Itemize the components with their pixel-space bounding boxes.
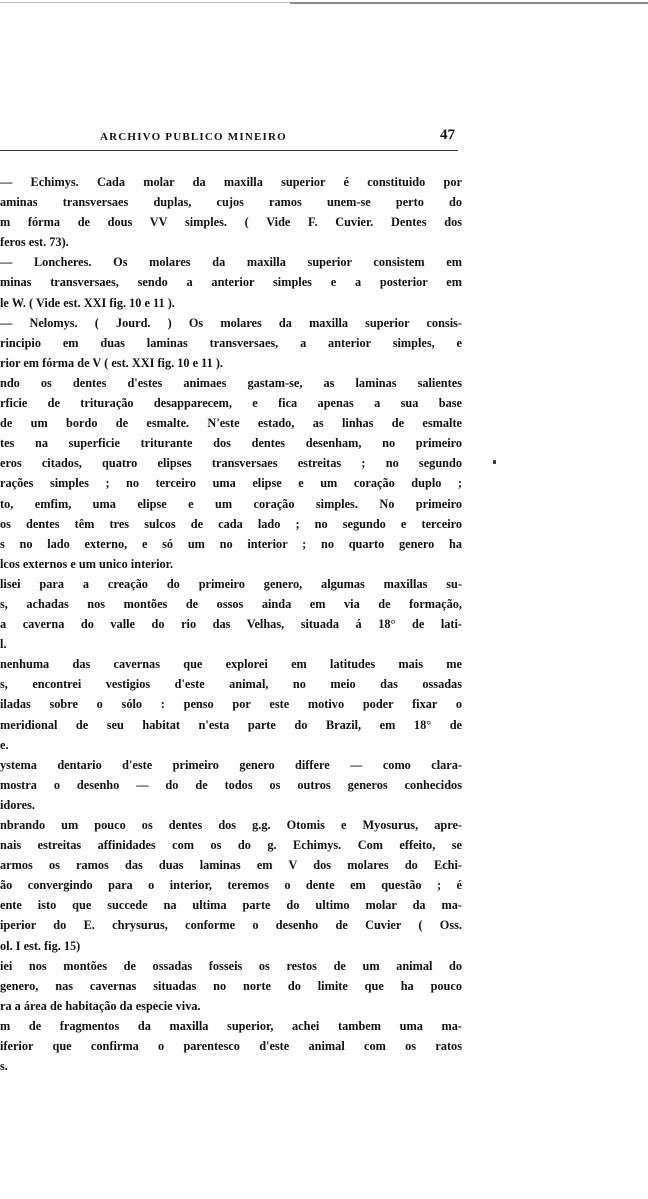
- text-line: iei nos montões de ossadas fosseis os restos de um animal do: [0, 958, 462, 973]
- text-line: s, encontrei vestigios d'este animal, no meio das ossadas: [0, 677, 462, 692]
- text-line: m de fragmentos da maxilla superior, achei tambem uma ma-: [0, 1018, 462, 1033]
- text-line: nais estreitas affinidades com os do g. Echimys. Com effeito, se: [0, 838, 462, 853]
- text-line: rações simples ; no terceiro uma elipse e um coração duplo ;: [0, 476, 462, 491]
- text-line: minas transversaes, sendo a anterior simples e a posterior em: [0, 275, 462, 290]
- text-line: feros est. 73).: [0, 235, 69, 250]
- text-line: nbrando um pouco os dentes dos g.g. Otomis e Myosurus, apre-: [0, 818, 462, 832]
- text-line: nenhuma das cavernas que explorei em latitudes mais me: [0, 657, 462, 672]
- text-line: ndo os dentes d'estes animaes gastam-se, as laminas salientes: [0, 375, 462, 390]
- text-line: os dentes têm tres sulcos de cada lado ; no segundo e terceiro: [0, 516, 462, 531]
- text-line: s.: [0, 1059, 8, 1074]
- text-line: ente isto que succede na ultima parte do ultimo molar da ma-: [0, 898, 462, 913]
- text-line: iladas sobre o sólo : penso por este motivo poder fixar o: [0, 697, 462, 712]
- text-line: mostra o desenho — do de todos os outros generos conhecidos: [0, 777, 462, 792]
- stray-ink-mark: [493, 460, 496, 464]
- text-line: idores.: [0, 797, 35, 812]
- text-line: ol. I est. fig. 15): [0, 938, 81, 953]
- text-line: tes na superficie triturante dos dentes desenham, no primeiro: [0, 436, 462, 451]
- text-line: to, emfim, uma elipse e um coração simples. No primeiro: [0, 496, 462, 511]
- running-head: ARCHIVO PUBLICO MINEIRO: [100, 131, 287, 143]
- text-line: ystema dentario d'este primeiro genero differe — como clara-: [0, 757, 462, 772]
- text-line: eros citados, quatro elipses transversaes estreitas ; no segundo: [0, 456, 462, 471]
- text-line: iferior que confirma o parentesco d'este animal com os ratos: [0, 1039, 462, 1054]
- text-line: — Echimys. Cada molar da maxilla superior é constituido por: [0, 175, 462, 189]
- header-rule: [0, 150, 458, 151]
- text-line: m fórma de dous VV simples. ( Vide F. Cuvier. Dentes dos: [0, 215, 462, 230]
- text-line: — Nelomys. ( Jourd. ) Os molares da maxilla superior consis-: [0, 315, 462, 330]
- text-line: e.: [0, 737, 9, 752]
- page-number: 47: [440, 127, 455, 143]
- page-top-edge-dark: [290, 2, 648, 4]
- text-line: ão convergindo para o interior, teremos o dente em questão ; é: [0, 878, 462, 893]
- text-line: le W. ( Vide est. XXI fig. 10 e 11 ).: [0, 295, 175, 310]
- text-line: l.: [0, 637, 7, 652]
- text-line: lcos externos e um unico interior.: [0, 556, 174, 571]
- text-line: rior em fórma de V ( est. XXI fig. 10 e 11 ).: [0, 355, 224, 370]
- text-line: de um bordo de esmalte. N'este estado, as linhas de esmalte: [0, 416, 462, 431]
- page-header: [0, 127, 460, 147]
- text-line: rincipio em duas laminas transversaes, a anterior simples, e: [0, 335, 462, 350]
- text-line: s, achadas nos montões de ossos ainda em via de formação,: [0, 596, 462, 611]
- text-line: genero, nas cavernas situadas no norte do limite que ha pouco: [0, 978, 462, 993]
- text-line: ra a área de habitação da especie viva.: [0, 998, 201, 1013]
- text-line: aminas transversaes duplas, cujos ramos unem-se perto do: [0, 195, 462, 210]
- body-text: [0, 172, 462, 1076]
- text-line: rficie de trituração desapparecem, e fica apenas a sua base: [0, 396, 462, 411]
- text-line: armos os ramos das duas laminas em V dos molares do Echi-: [0, 858, 462, 873]
- text-line: meridional de seu habitat n'esta parte do Brazil, em 18° de: [0, 717, 462, 732]
- text-line: iperior do E. chrysurus, conforme o desenho de Cuvier ( Oss.: [0, 918, 462, 933]
- text-line: s no lado externo, e só um no interior ; no quarto genero ha: [0, 536, 462, 551]
- text-line: a caverna do valle do rio das Velhas, situada á 18° de lati-: [0, 617, 462, 632]
- text-line: lisei para a creação do primeiro genero, algumas maxillas su-: [0, 576, 462, 591]
- text-line: — Loncheres. Os molares da maxilla superior consistem em: [0, 255, 462, 270]
